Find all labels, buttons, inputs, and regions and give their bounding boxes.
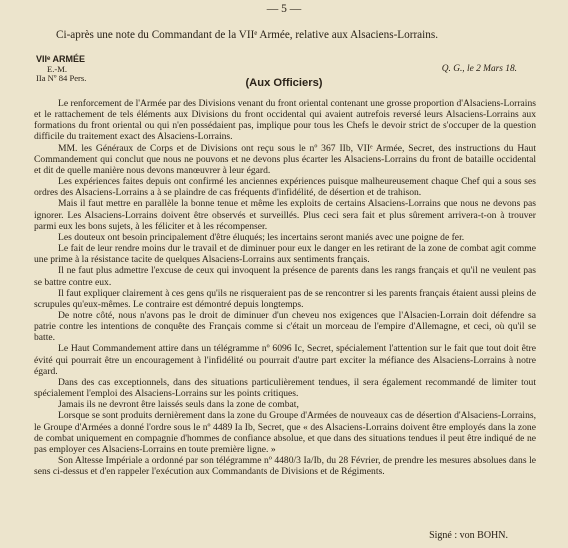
paragraph: Le fait de leur rendre moins dur le travail et de diminuer pour eux le danger en les retirant de la zone de combat agit comme une prime à la résistance tacite de quelques Alsaciens-Lorrains aux sentiments français. [34,243,536,266]
place-date: Q. G., le 2 Mars 18. [441,64,517,74]
page-number: — 5 — [266,3,302,15]
reference-unit: VIIᵉ ARMÉE [36,54,86,64]
reference-number: IIa Nº 84 Pers. [36,73,87,84]
document-body [34,98,536,477]
paragraph: Lorsque se sont produits dernièrement dans la zone du Groupe d'Armées de nouveaux cas de désertion d'Alsaciens-Lorrains, le Groupe d'Armées a donné l'ordre sous le nº 4489 Ia Ib, Secret, que « des Alsaciens-Lorrains doivent être employés dans la zone de combat uniquement en compagnie d'hommes de confiance absolue, et que dans des situations tendues il peut être indiqué de ne pas employer ces Alsaciens-Lorrains en toute première ligne. » [34,410,536,455]
paragraph: Mais il faut mettre en parallèle la bonne tenue et même les exploits de certains Alsaciens-Lorrains que nous ne devons pas ignorer. Les Alsaciens-Lorrains doivent être observés et surveillés. Plus ceci sera fait et plus sûrement arrivera-t-on à trouver parmi eux les bons sujets, à les féliciter et à les récompenser. [34,198,536,232]
document-heading: (Aux Officiers) [245,77,323,89]
paragraph: Jamais ils ne devront être laissés seuls dans la zone de combat, [58,399,299,411]
paragraph: Le Haut Commandement attire dans un télégramme nº 6096 Ic, Secret, spécialement l'attention sur le fait que tout doit être évité qui pourrait être un encouragement à l'infidélité ou pourrait d'autre part exciter la méfiance des Alsaciens-Lorrains à notre égard. [34,343,536,377]
paragraph: Son Altesse Impériale a ordonné par son télégramme nº 4480/3 Ia/Ib, du 28 Février, de prendre les mesures absolues dans le sens ci-dessus et d'en rappeler l'exécution aux Commandants de Divisions et de Régiments. [34,455,536,478]
signature: Signé : von BOHN. [429,530,508,541]
reference-staff: E.-M. [47,63,68,74]
paragraph: Il ne faut plus admettre l'excuse de ceux qui invoquent la présence de parents dans les rangs français et qu'il ne veulent pas se battre contre eux. [34,265,536,288]
intro-line: Ci-après une note du Commandant de la VIIᵉ Armée, relative aux Alsaciens-Lorrains. [56,29,438,41]
paragraph: Les expériences faites depuis ont confirmé les anciennes expériences puisque malheureusement chaque Chef qui a sous ses ordres des Alsaciens-Lorrains a à se plaindre de cas fréquents d'infidélité, de désertion et de trahison. [34,176,536,199]
paragraph: De notre côté, nous n'avons pas le droit de diminuer d'un cheveu nos exigences que l'Alsacien-Lorrain doit défendre sa patrie contre les intentions de conquête des Français comme si c'était un morceau de l'empire d'Allemagne, et ceci, où qu'il se batte. [34,309,536,344]
paragraph: MM. les Généraux de Corps et de Divisions ont reçu sous le nº 367 IIb, VIIᵉ Armée, Secret, des instructions du Haut Commandement qui conclut que nous ne pouvons et ne devons plus écarter les Alsaciens-Lorrains du front de bataille occidental et dit de quelle manière nous devons manœuvrer à leur égard. [34,142,536,176]
paragraph: Les douteux ont besoin principalement d'être éluqués; les incertains seront maniés avec une poigne de fer. [58,231,465,243]
paragraph: Il faut expliquer clairement à ces gens qu'ils ne risqueraient pas de se rencontrer si les parents français étaient aussi pleins de scrupules qu'eux-mêmes. Le contraire est démontré depuis longtemps. [34,287,536,310]
paragraph: Dans des cas exceptionnels, dans des situations particulièrement tendues, il sera également recommandé de limiter tout spécialement l'emploi des Alsaciens-Lorrains sur les points critiques. [34,376,536,400]
paragraph: Le renforcement de l'Armée par des Divisions venant du front oriental contenant une grosse proportion d'Alsaciens-Lorrains et le rattachement de tels éléments aux Divisions du front occidental qui avaient autrefois reversé leurs Alsaciens-Lorrains aux formations du front oriental ou qui n'en possédaient pas, implique pour tous les Chefs le devoir strict de s'occuper de la question difficile du traitement exact des Alsaciens-Lorrains. [34,98,536,143]
